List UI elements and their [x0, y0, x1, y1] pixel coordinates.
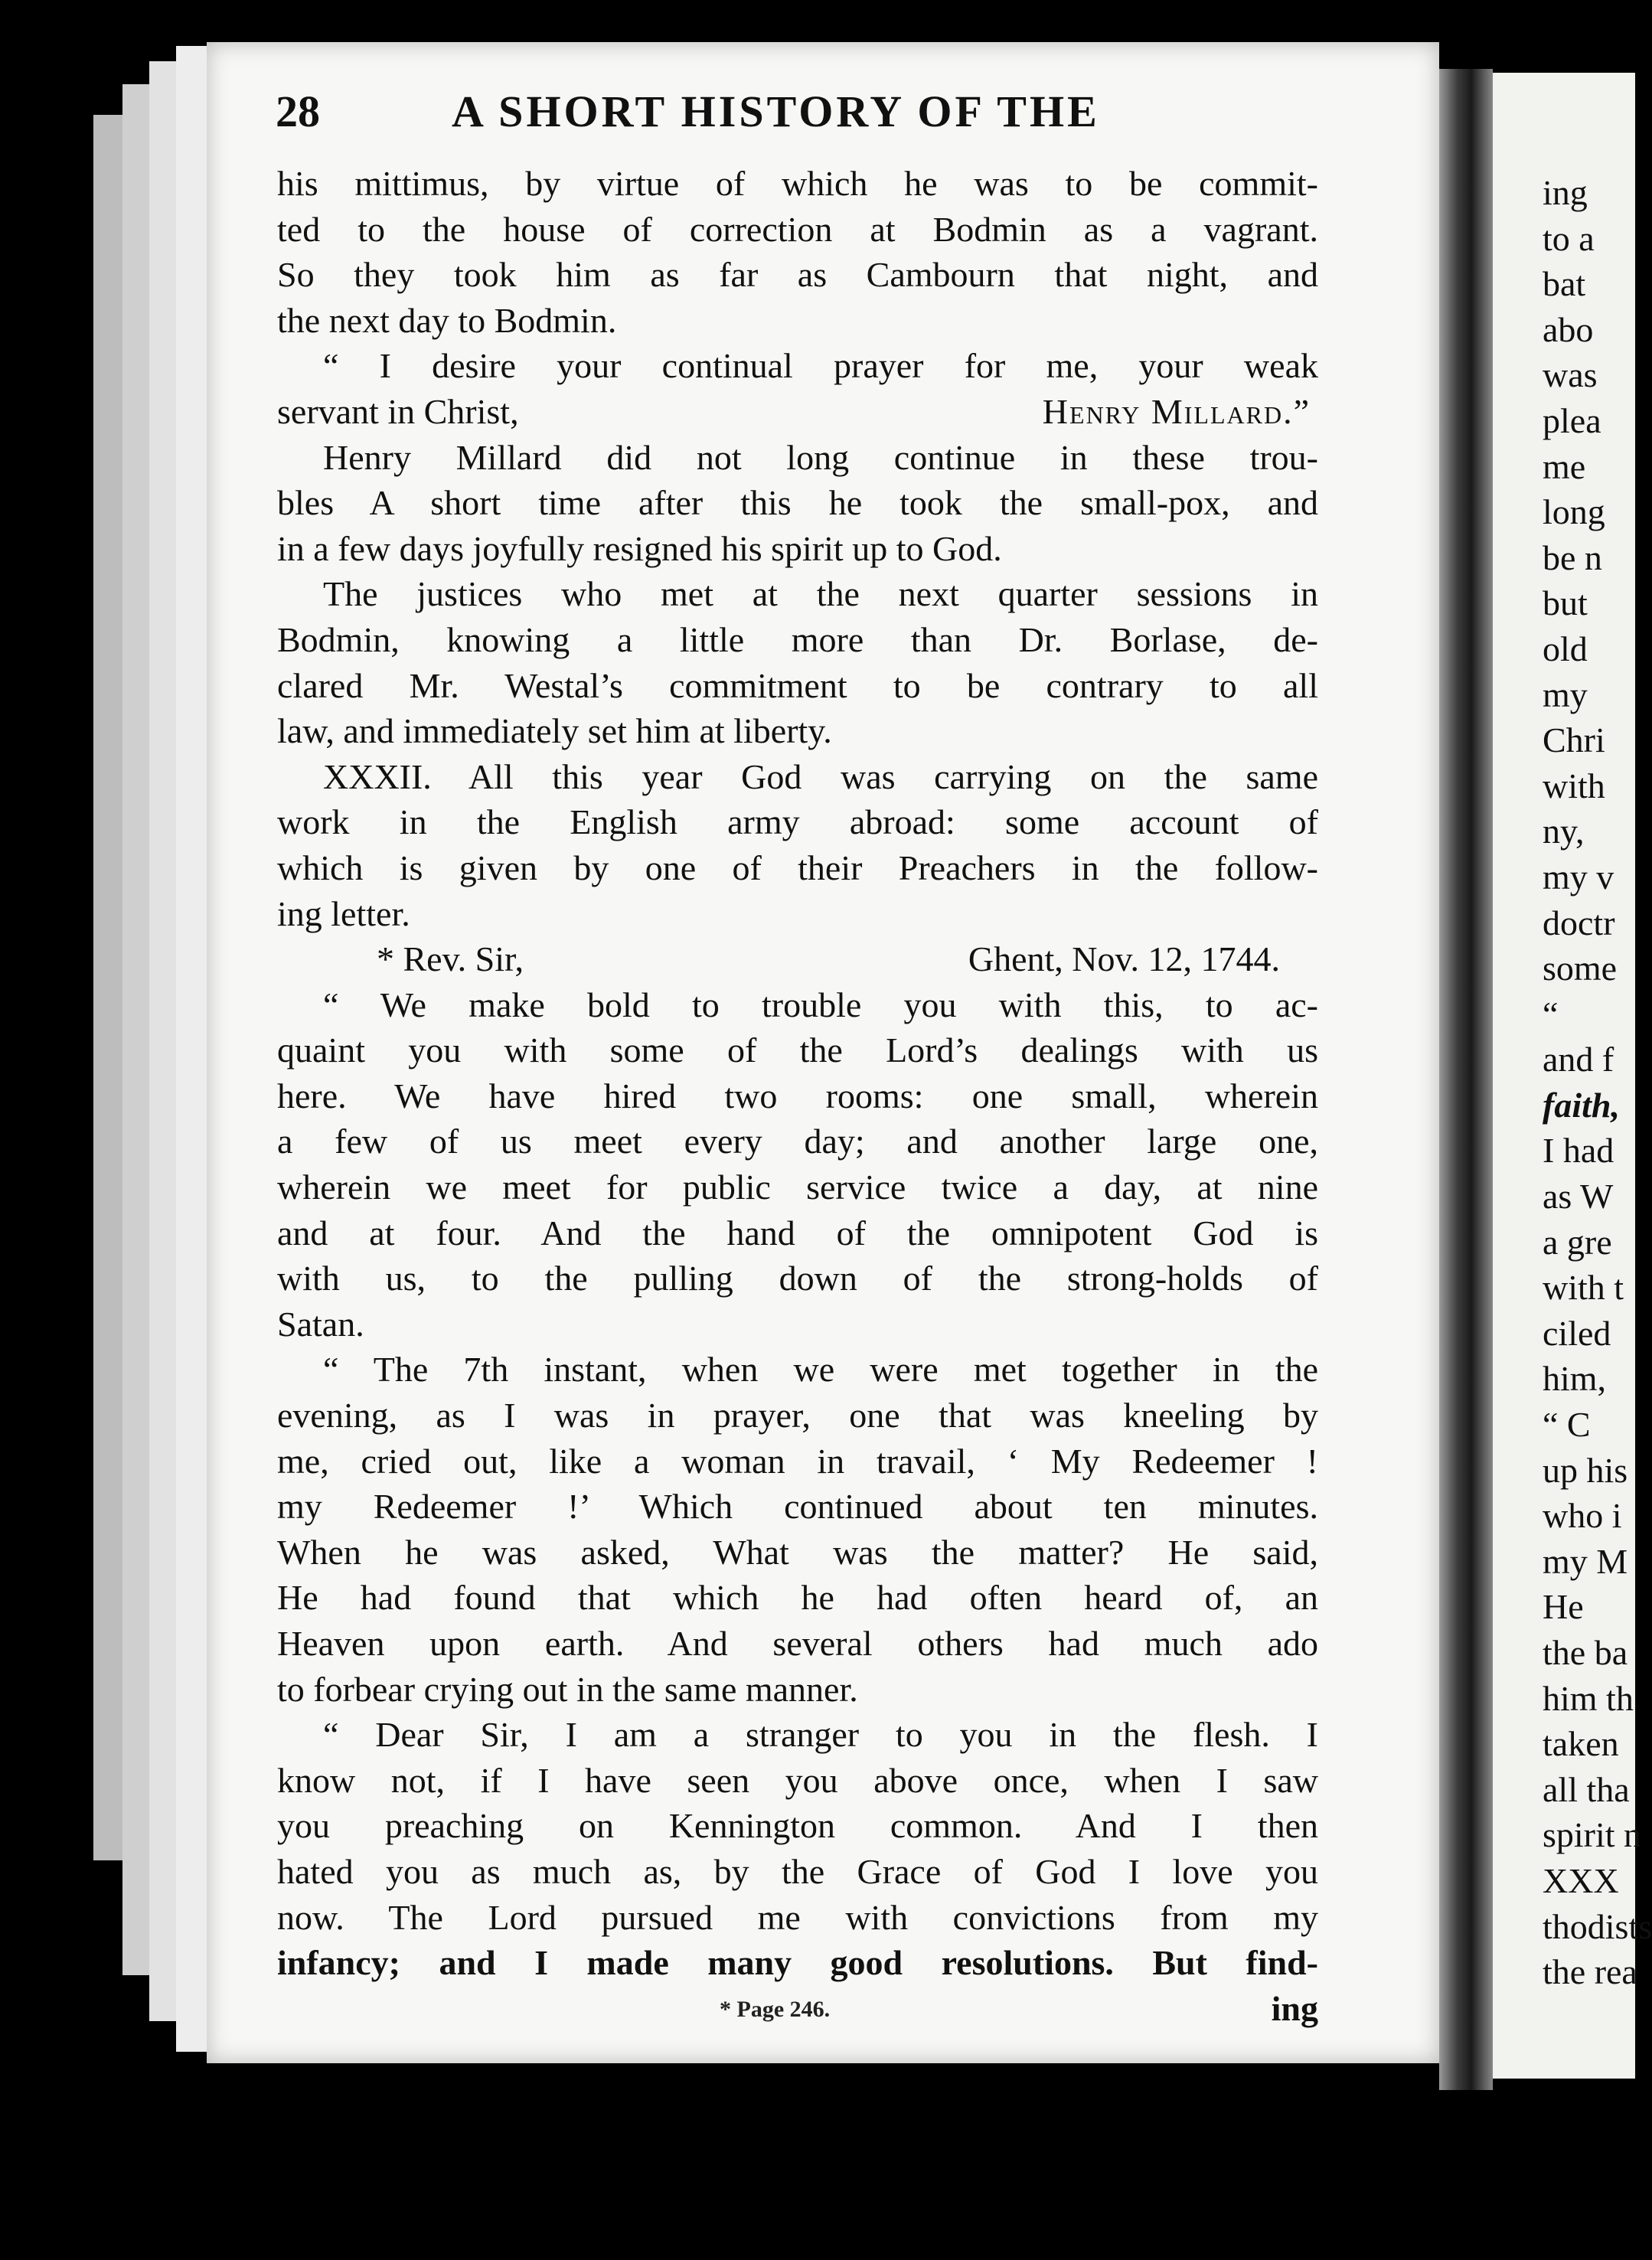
- text-line: bles A short time after this he took the small-pox, and: [277, 483, 1318, 523]
- text-line: XXX: [1543, 1860, 1619, 1900]
- text-line: So they took him as far as Cambourn that night, and: [277, 255, 1318, 295]
- text-line: abo: [1543, 309, 1594, 349]
- text-line: and f: [1543, 1040, 1614, 1079]
- signature-line: [277, 389, 1318, 435]
- text-line: Bodmin, knowing a little more than Dr. Borlase, de-: [277, 619, 1318, 659]
- text-line: I had: [1543, 1131, 1614, 1171]
- page-header: [276, 86, 1363, 139]
- text-line: clared Mr. Westal’s commitment to be contrary to all: [277, 665, 1318, 705]
- text-line: quaint you with some of the Lord’s dealings with us: [277, 1030, 1318, 1070]
- page-edge: [93, 115, 126, 1860]
- text-line: as W: [1543, 1177, 1614, 1217]
- text-line: who i: [1543, 1496, 1622, 1536]
- text-line: hated you as much as, by the Grace of God I love you: [277, 1851, 1318, 1891]
- text-line: my: [1543, 674, 1588, 714]
- text-line: the rea: [1543, 1952, 1637, 1992]
- text-line: the next day to Bodmin.: [277, 300, 617, 340]
- text-line: doctr: [1543, 903, 1615, 942]
- text-line: law, and immediately set him at liberty.: [277, 711, 832, 751]
- text-line: “ We make bold to trouble you with this, to ac-: [323, 985, 1318, 1024]
- text-line: my M: [1543, 1541, 1628, 1581]
- book-gutter: [1439, 69, 1493, 2090]
- text-line: with t: [1543, 1268, 1624, 1308]
- text-line: now. The Lord pursued me with convictions from my: [277, 1897, 1318, 1937]
- letter-dateline: Ghent, Nov. 12, 1744.: [968, 939, 1280, 979]
- text-line: a gre: [1543, 1222, 1612, 1262]
- text-line: the ba: [1543, 1633, 1628, 1672]
- text-line: was: [1543, 355, 1598, 395]
- text-line: servant in Christ,: [277, 391, 519, 431]
- text-line: which is given by one of their Preachers in the follow-: [277, 848, 1318, 887]
- text-line: wherein we meet for public service twice a day, at nine: [277, 1168, 1318, 1207]
- text-line: but: [1543, 583, 1588, 623]
- text-line: ciled: [1543, 1313, 1611, 1353]
- catchword: ing: [1271, 1988, 1318, 2028]
- text-line: Satan.: [277, 1304, 364, 1344]
- text-line: ted to the house of correction at Bodmin as a vagrant.: [277, 209, 1318, 249]
- signature-name: Henry Millard.”: [1042, 391, 1311, 431]
- salutation: * Rev. Sir,: [377, 939, 524, 979]
- text-line: thodists: [1543, 1906, 1652, 1946]
- text-line: old: [1543, 629, 1588, 668]
- text-line: him th: [1543, 1678, 1634, 1718]
- text-line: you preaching on Kennington common. And I then: [277, 1806, 1318, 1846]
- text-line: ny,: [1543, 812, 1585, 851]
- text-line: Henry Millard did not long continue in these trou-: [323, 437, 1318, 477]
- letter-salutation: [277, 936, 1318, 982]
- text-line: “ C: [1543, 1405, 1591, 1445]
- text-line: He: [1543, 1587, 1584, 1627]
- text-line: know not, if I have seen you above once, when I saw: [277, 1760, 1318, 1800]
- text-line: faith,: [1543, 1085, 1620, 1125]
- text-line: and at four. And the hand of the omnipotent God is: [277, 1213, 1318, 1252]
- facing-page-text: [1543, 170, 1652, 1995]
- body-text: [277, 161, 1318, 2031]
- text-line: plea: [1543, 400, 1601, 440]
- text-line: him,: [1543, 1359, 1607, 1399]
- text-line: my v: [1543, 857, 1614, 896]
- text-line: to forbear crying out in the same manner.: [277, 1669, 858, 1709]
- section-heading-line: XXXII. All this year God was carrying on the same: [323, 756, 1318, 796]
- text-line: to a: [1543, 218, 1595, 258]
- text-line: “: [1543, 994, 1559, 1034]
- text-line: his mittimus, by virtue of which he was to be commit-: [277, 164, 1318, 203]
- text-line: The justices who met at the next quarter sessions in: [323, 574, 1318, 614]
- page-number: 28: [276, 87, 320, 136]
- text-line: me: [1543, 446, 1586, 486]
- text-line: Heaven upon earth. And several others had much ado: [277, 1624, 1318, 1663]
- text-line: me, cried out, like a woman in travail, ‘ My Redeemer !: [277, 1441, 1318, 1481]
- text-line: ing letter.: [277, 893, 410, 933]
- text-line: with: [1543, 766, 1605, 805]
- text-line: He had found that which he had often heard of, an: [277, 1578, 1318, 1618]
- text-line: infancy; and I made many good resolutions. But find-: [277, 1943, 1318, 1983]
- text-line: spirit n: [1543, 1815, 1642, 1855]
- text-line: ing: [1543, 173, 1588, 212]
- text-line: “ The 7th instant, when we were met together in the: [323, 1350, 1318, 1390]
- text-line: “ Dear Sir, I am a stranger to you in the flesh. I: [323, 1715, 1318, 1755]
- text-line: Chri: [1543, 720, 1605, 760]
- text-line: a few of us meet every day; and another large one,: [277, 1122, 1318, 1161]
- text-line: up his: [1543, 1450, 1628, 1490]
- text-line: work in the English army abroad: some account of: [277, 802, 1318, 842]
- running-title: A SHORT HISTORY OF THE: [452, 87, 1100, 136]
- text-line: When he was asked, What was the matter? He said,: [277, 1532, 1318, 1572]
- text-line: my Redeemer !’ Which continued about ten minutes.: [277, 1487, 1318, 1527]
- text-line: be n: [1543, 537, 1602, 577]
- text-line: evening, as I was in prayer, one that was kneeling by: [277, 1396, 1318, 1435]
- text-line: with us, to the pulling down of the strong-holds of: [277, 1259, 1318, 1298]
- text-line: some: [1543, 949, 1618, 988]
- text-line: here. We have hired two rooms: one small, wherein: [277, 1076, 1318, 1115]
- text-line: bat: [1543, 264, 1586, 304]
- text-line: “ I desire your continual prayer for me, your weak: [323, 346, 1318, 386]
- text-line: taken: [1543, 1724, 1619, 1764]
- text-line: in a few days joyfully resigned his spirit up to God.: [277, 528, 1002, 568]
- text-line: long: [1543, 492, 1605, 532]
- footnote: * Page 246.: [720, 1997, 831, 2022]
- text-line: all tha: [1543, 1769, 1630, 1809]
